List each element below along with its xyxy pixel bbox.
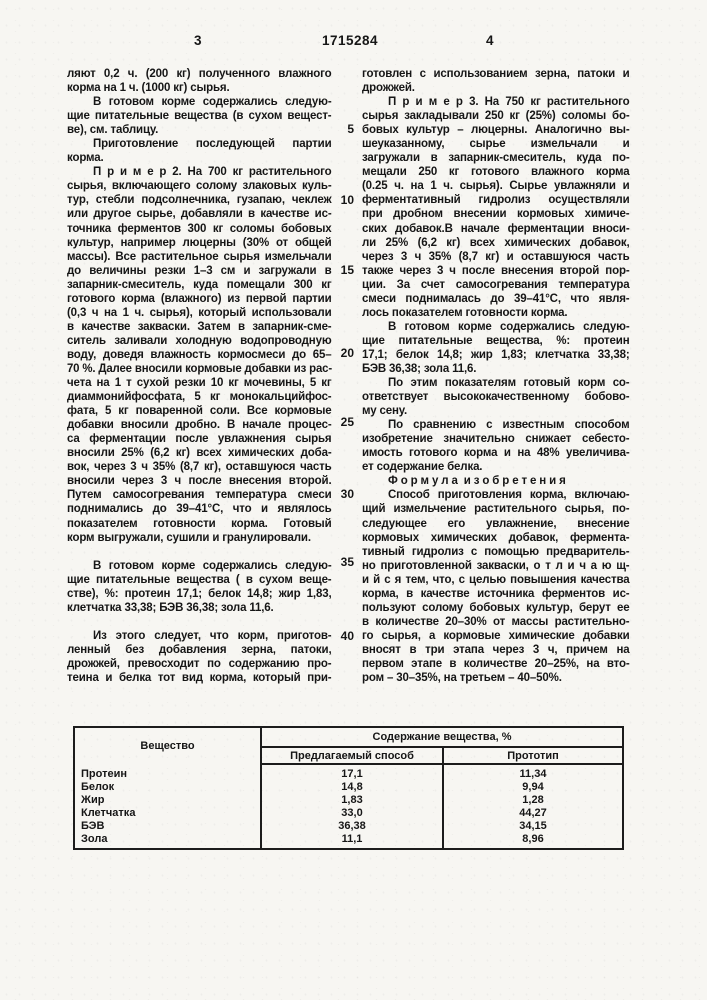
text-line: Ф о р м у л а и з о б р е т е н и я xyxy=(388,475,566,488)
text-line: бовых культур – люцерны. Аналогично вы- xyxy=(362,124,630,137)
text-line: чета на 1 т сухой резки 10 кг мочевины, 5 кг xyxy=(67,377,332,390)
text-line: следующее его увлажнение, внесение xyxy=(362,517,630,530)
patent-number: 1715284 xyxy=(321,33,379,48)
table-row xyxy=(74,807,623,820)
text-line: корм выгружали, сушили и гранулировали. xyxy=(67,531,311,544)
text-line: теина и белка тот вид корма, который при- xyxy=(67,672,332,685)
line-number: 35 xyxy=(340,555,354,569)
text-line: готовлен с использованием зерна, патоки и xyxy=(362,68,630,80)
text-line: первом этапе в количестве 20–25%, на вто- xyxy=(362,657,630,670)
text-line: через 3 ч 35% (8,7 кг) и оставшуюся часть xyxy=(362,250,630,263)
text-line: сырья закладывали 250 кг (25%) соломы бо- xyxy=(362,110,630,123)
blank-line xyxy=(67,615,332,629)
line-number: 25 xyxy=(340,415,354,429)
text-line: запарник-смеситель, куда помещали 300 кг xyxy=(67,278,332,291)
nutrients-table xyxy=(73,726,624,850)
text-line: точника ферментов 300 кг соломы бобовых xyxy=(67,222,332,235)
text-line: также через 3 ч после внесения второй пор- xyxy=(362,264,630,277)
text-line: готового корма (влажного) из первой партии xyxy=(67,292,332,305)
text-line: ет содержание белка. xyxy=(362,461,483,474)
right-column xyxy=(362,67,630,685)
text-line: дрожжей. xyxy=(362,82,415,95)
text-line: щие питательные вещества, %: протеин xyxy=(362,334,630,347)
substance-name-cell: Клетчатка xyxy=(81,807,136,819)
text-line: мещали 250 кг готового влажного корма xyxy=(362,166,630,179)
text-line: лось показателем готовности корма. xyxy=(362,306,568,319)
text-line: щий измельчение растительного сырья, по- xyxy=(362,503,630,516)
text-line: или другое сырье, добавляли в качестве ис- xyxy=(67,208,332,221)
text-line: в качестве закваски. Затем в запарник-сме- xyxy=(67,320,332,333)
text-line: корма на 1 ч. (1000 кг) сырья. xyxy=(67,82,230,95)
text-line: ром – 30–35%, на третьем – 40–50%. xyxy=(362,672,562,685)
text-line: корма, в качестве источника ферментов ис- xyxy=(362,587,630,600)
text-line: вносили через 3 ч после внесения второй. xyxy=(67,475,332,488)
proposed-value-cell: 36,38 xyxy=(261,820,443,833)
text-line: ответствует высококачественному бобово- xyxy=(362,391,630,404)
text-line: диаммонийфосфата, 5 кг монокальцийфос- xyxy=(67,391,332,404)
text-line: ситель заливали холодную водопроводную xyxy=(67,334,332,347)
text-line: П р и м е р 3. На 750 кг растительного xyxy=(388,96,630,109)
text-line: фата, 5 кг поваренной соли. Все кормовые xyxy=(67,405,332,418)
text-line: вносят в три этапа через 3 ч, причем на xyxy=(362,643,630,656)
text-line: ции. За счет самосогревания температура xyxy=(362,278,630,291)
line-number: 15 xyxy=(340,263,354,277)
text-line: В готовом корме содержались следую- xyxy=(93,559,332,572)
substance-name-cell: Жир xyxy=(81,794,105,806)
table-row xyxy=(74,820,623,833)
text-line: (0.25 ч. на 1 ч. сырья). Сырье увлажняли и xyxy=(362,180,630,193)
text-line: добавки вносили дробно. В начале процес- xyxy=(67,419,332,432)
text-line: му сену. xyxy=(362,405,408,418)
text-line: пользуют солому бобовых культур, берут ее xyxy=(362,601,630,614)
text-line: ли 25% (6,2 кг) всех химических добавок, xyxy=(362,236,630,249)
text-line: дрожжей, превосходит по содержанию про- xyxy=(67,657,332,670)
text-line: и й с я тем, что, с целью повышения качества xyxy=(362,573,630,586)
text-line: поднимались до 39–41°С, что и являлось xyxy=(67,503,332,516)
text-line: (0,3 ч на 1 ч. сырья), который использовали xyxy=(67,306,332,319)
text-line: кормовых химических добавок, фермента- xyxy=(362,531,630,544)
table-header-content-percent: Содержание вещества, % xyxy=(261,727,623,747)
table-header-prototype: Прототип xyxy=(443,747,623,764)
table-row xyxy=(74,794,623,807)
substance-name-cell: Протеин xyxy=(81,767,127,780)
blank-line xyxy=(67,545,332,559)
text-line: щие питательные вещества ( в сухом веще- xyxy=(67,573,332,586)
page-number-right: 4 xyxy=(485,33,494,48)
text-line: П р и м е р 2. На 700 кг растительного xyxy=(93,166,332,179)
text-line: Путем самосогревания температура смеси xyxy=(67,489,332,502)
line-number: 10 xyxy=(340,193,354,207)
text-line: показателем готовности корма. Готовый xyxy=(67,517,332,530)
prototype-value-cell: 44,27 xyxy=(443,807,623,820)
prototype-value-cell: 11,34 xyxy=(443,764,623,781)
prototype-value-cell: 1,28 xyxy=(443,794,623,807)
substance-name-cell: Белок xyxy=(81,781,115,793)
proposed-value-cell: 1,83 xyxy=(261,794,443,807)
text-line: шеуказанному, сырье измельчали и xyxy=(362,138,630,151)
text-line: но приготовленной закваски, о т л и ч а ю щ- xyxy=(362,559,630,572)
substance-name-cell: Зола xyxy=(81,833,108,845)
text-line: го сырья, а кормовые химические добавки xyxy=(362,629,630,642)
prototype-value-cell: 9,94 xyxy=(443,781,623,794)
text-line: корма. xyxy=(67,152,104,165)
table-row xyxy=(74,833,623,849)
text-line: БЭВ 36,38; зола 11,6. xyxy=(362,362,477,375)
text-line: массы). Все растительное сырья измельчали xyxy=(67,250,332,263)
text-line: тур, стебли подсолнечника, гузапаю, чеклеж xyxy=(67,194,332,207)
table-row xyxy=(74,781,623,794)
text-line: изобретение значительно снижает себесто- xyxy=(362,433,630,446)
page-number-left: 3 xyxy=(193,33,202,48)
substance-name-cell: БЭВ xyxy=(81,820,105,832)
text-line: загружали в запарник-смеситель, куда по- xyxy=(362,152,630,165)
table-header-substance: Вещество xyxy=(140,740,195,752)
line-number: 40 xyxy=(340,629,354,643)
proposed-value-cell: 33,0 xyxy=(261,807,443,820)
proposed-value-cell: 14,8 xyxy=(261,781,443,794)
text-line: 70 %. Далее вносили кормовые добавки из рас- xyxy=(67,362,332,375)
line-number: 30 xyxy=(340,487,354,501)
text-line: ферментативный гидролиз осуществляли xyxy=(362,194,630,207)
text-line: клетчатка 33,38; БЭВ 36,38; зола 11,6. xyxy=(67,601,274,614)
text-line: имость готового корма и на 48% увеличива- xyxy=(362,447,630,460)
text-line: стве), %: протеин 17,1; белок 14,8; жир 1,83, xyxy=(67,587,332,600)
text-line: ленный без добавления зерна, патоки, xyxy=(67,643,332,656)
text-line: Способ приготовления корма, включаю- xyxy=(388,489,630,502)
proposed-value-cell: 17,1 xyxy=(261,764,443,781)
text-line: в количестве 20–30% от массы растительно- xyxy=(362,615,630,628)
text-line: По сравнению с известным способом xyxy=(388,419,630,432)
text-line: 17,1; белок 14,8; жир 1,83; клетчатка 33,38; xyxy=(362,348,630,361)
text-line: По этим показателям готовый корм со- xyxy=(388,377,630,390)
prototype-value-cell: 34,15 xyxy=(443,820,623,833)
text-line: воду, доведя влажность кормосмеси до 65– xyxy=(67,348,332,361)
left-column xyxy=(67,67,332,685)
text-line: при дробном внесении кормовых химиче- xyxy=(362,208,630,221)
text-line: тивный гидролиз с помощью предваритель- xyxy=(362,545,630,558)
text-line: до величины резки 1–3 см и загружали в xyxy=(67,264,332,277)
text-line: вносили 25% (6,2 кг) всех химических доба- xyxy=(67,447,332,460)
table-header-proposed-method: Предлагаемый способ xyxy=(261,747,443,764)
text-line: са ферментации после увлажнения сырья xyxy=(67,433,332,446)
text-line: Из этого следует, что корм, приготов- xyxy=(93,629,332,642)
text-line: Приготовление последующей партии xyxy=(93,138,332,151)
line-number: 20 xyxy=(340,346,354,360)
text-line: щие питательные вещества (в сухом вещест- xyxy=(67,110,332,123)
text-line: В готовом корме содержались следую- xyxy=(93,96,332,109)
text-line: ляют 0,2 ч. (200 кг) полученного влажного xyxy=(67,68,332,80)
text-line: ве), см. таблицу. xyxy=(67,124,159,137)
table-row xyxy=(74,764,623,781)
text-line: вок, через 3 ч 35% (8,7 кг), оставшуюся часть xyxy=(67,461,332,474)
text-line: В готовом корме содержались следую- xyxy=(388,320,630,333)
line-number: 5 xyxy=(347,122,354,136)
text-line: сырья, включающего солому злаковых куль- xyxy=(67,180,332,193)
text-line: ских добавок.В начале ферментации вноси- xyxy=(362,222,630,235)
text-line: культур, например люцерны (30% от общей xyxy=(67,236,332,249)
text-line: смеси поднималась до 39–41°С, что явля- xyxy=(362,292,630,305)
prototype-value-cell: 8,96 xyxy=(443,833,623,849)
proposed-value-cell: 11,1 xyxy=(261,833,443,849)
